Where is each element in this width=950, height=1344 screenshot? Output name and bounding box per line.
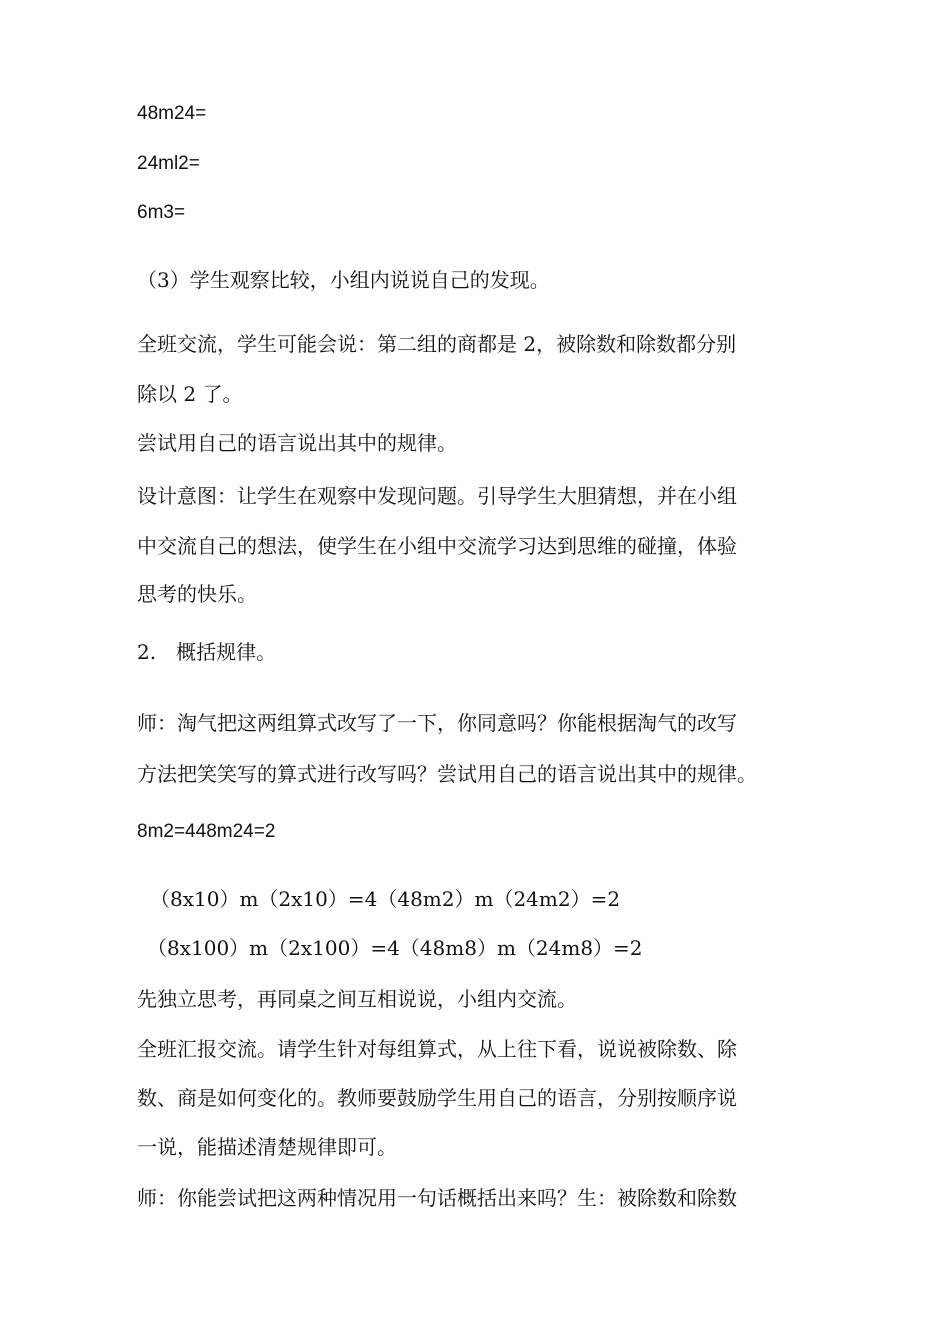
paragraph-line: 师：淘气把这两组算式改写了一下，你同意吗？你能根据淘气的改写 <box>137 711 737 735</box>
paragraph-line: 除以 2 了。 <box>137 382 243 406</box>
paragraph-line: 思考的快乐。 <box>137 582 257 606</box>
equation-line: （8x100）m（2x100）=4（48m8）m（24m8）=2 <box>147 936 643 960</box>
equation-line: 6m3= <box>137 202 186 223</box>
equation-line: 8m2=448m24=2 <box>137 821 276 842</box>
paragraph-line: 数、商是如何变化的。教师要鼓励学生用自己的语言，分别按顺序说 <box>137 1086 737 1110</box>
paragraph-line: （3）学生观察比较，小组内说说自己的发现。 <box>137 268 550 292</box>
paragraph-line: 全班交流，学生可能会说：第二组的商都是 2，被除数和除数都分别 <box>137 332 737 356</box>
paragraph-line: 先独立思考，再同桌之间互相说说，小组内交流。 <box>137 987 577 1011</box>
paragraph-line: 一说，能描述清楚规律即可。 <box>137 1135 397 1159</box>
paragraph-line: 尝试用自己的语言说出其中的规律。 <box>137 431 457 455</box>
paragraph-line: 方法把笑笑写的算式进行改写吗？尝试用自己的语言说出其中的规律。 <box>137 762 757 786</box>
section-heading: 2. 概括规律。 <box>137 640 277 664</box>
paragraph-line: 中交流自己的想法，使学生在小组中交流学习达到思维的碰撞，体验 <box>137 534 737 558</box>
equation-line: （8x10）m（2x10）=4（48m2）m（24m2）=2 <box>150 887 621 911</box>
paragraph-line: 设计意图：让学生在观察中发现问题。引导学生大胆猜想，并在小组 <box>137 484 737 508</box>
equation-line: 24ml2= <box>137 153 200 174</box>
equation-line: 48m24= <box>137 103 207 124</box>
paragraph-line: 全班汇报交流。请学生针对每组算式，从上往下看，说说被除数、除 <box>137 1037 737 1061</box>
paragraph-line: 师：你能尝试把这两种情况用一句话概括出来吗？生：被除数和除数 <box>137 1186 737 1210</box>
